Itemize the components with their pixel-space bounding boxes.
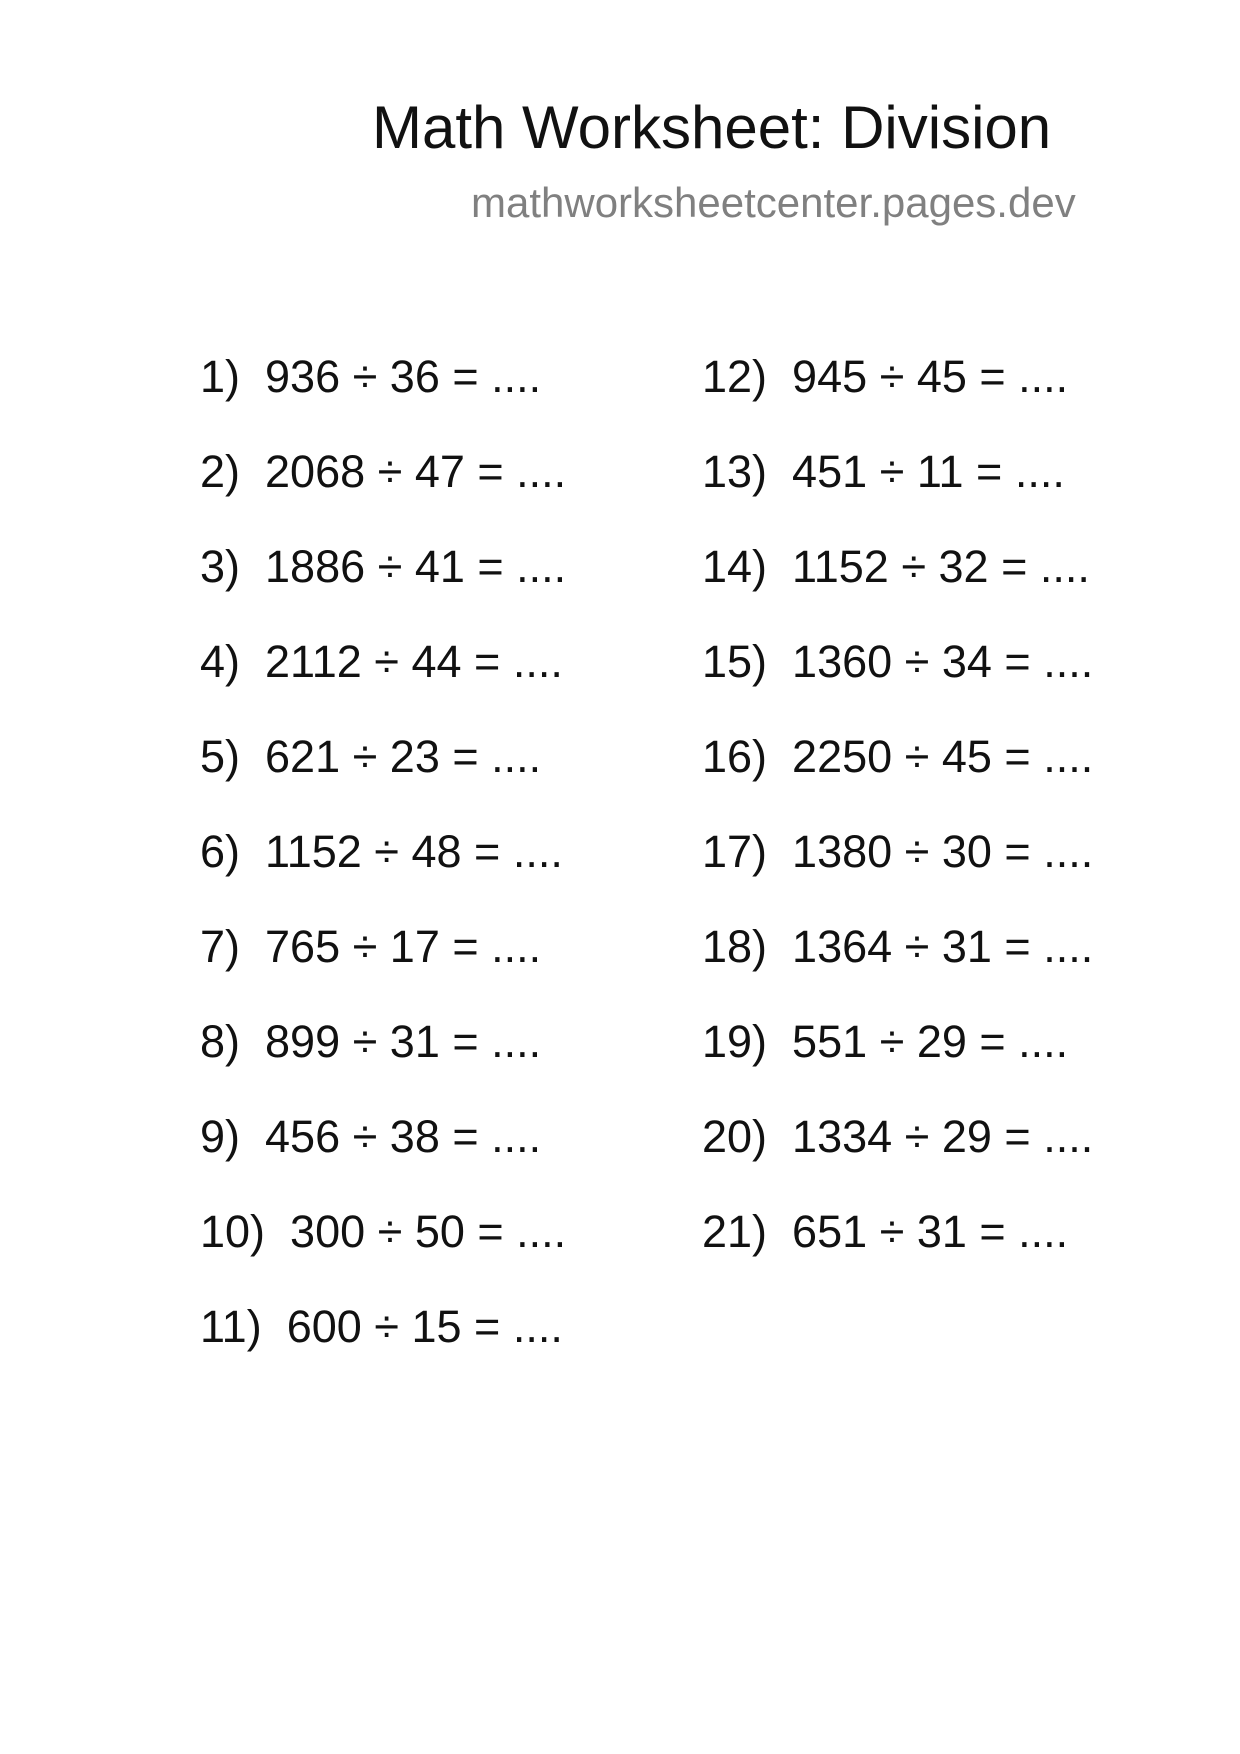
- problem-7: 7) 765 ÷ 17 = ....: [200, 921, 542, 972]
- problem-6: 6) 1152 ÷ 48 = ....: [200, 826, 563, 877]
- problem-18: 18) 1364 ÷ 31 = ....: [702, 921, 1094, 972]
- problem-16: 16) 2250 ÷ 45 = ....: [702, 731, 1094, 782]
- problem-3: 3) 1886 ÷ 41 = ....: [200, 541, 567, 592]
- problem-10: 10) 300 ÷ 50 = ....: [200, 1206, 567, 1257]
- problem-20: 20) 1334 ÷ 29 = ....: [702, 1111, 1094, 1162]
- problem-column-left: [200, 351, 567, 1352]
- problem-5: 5) 621 ÷ 23 = ....: [200, 731, 542, 782]
- problem-12: 12) 945 ÷ 45 = ....: [702, 351, 1069, 402]
- problem-15: 15) 1360 ÷ 34 = ....: [702, 636, 1094, 687]
- problem-21: 21) 651 ÷ 31 = ....: [702, 1206, 1069, 1257]
- problem-8: 8) 899 ÷ 31 = ....: [200, 1016, 542, 1067]
- problem-19: 19) 551 ÷ 29 = ....: [702, 1016, 1069, 1067]
- problem-column-right: [702, 351, 1094, 1257]
- problem-9: 9) 456 ÷ 38 = ....: [200, 1111, 542, 1162]
- problem-13: 13) 451 ÷ 11 = ....: [702, 446, 1065, 497]
- problem-11: 11) 600 ÷ 15 = ....: [200, 1301, 563, 1352]
- page-title: Math Worksheet: Division: [372, 94, 1052, 161]
- site-url: mathworksheetcenter.pages.dev: [471, 179, 1076, 226]
- problem-4: 4) 2112 ÷ 44 = ....: [200, 636, 563, 687]
- problem-2: 2) 2068 ÷ 47 = ....: [200, 446, 567, 497]
- problem-14: 14) 1152 ÷ 32 = ....: [702, 541, 1090, 592]
- problem-17: 17) 1380 ÷ 30 = ....: [702, 826, 1094, 877]
- problem-1: 1) 936 ÷ 36 = ....: [200, 351, 542, 402]
